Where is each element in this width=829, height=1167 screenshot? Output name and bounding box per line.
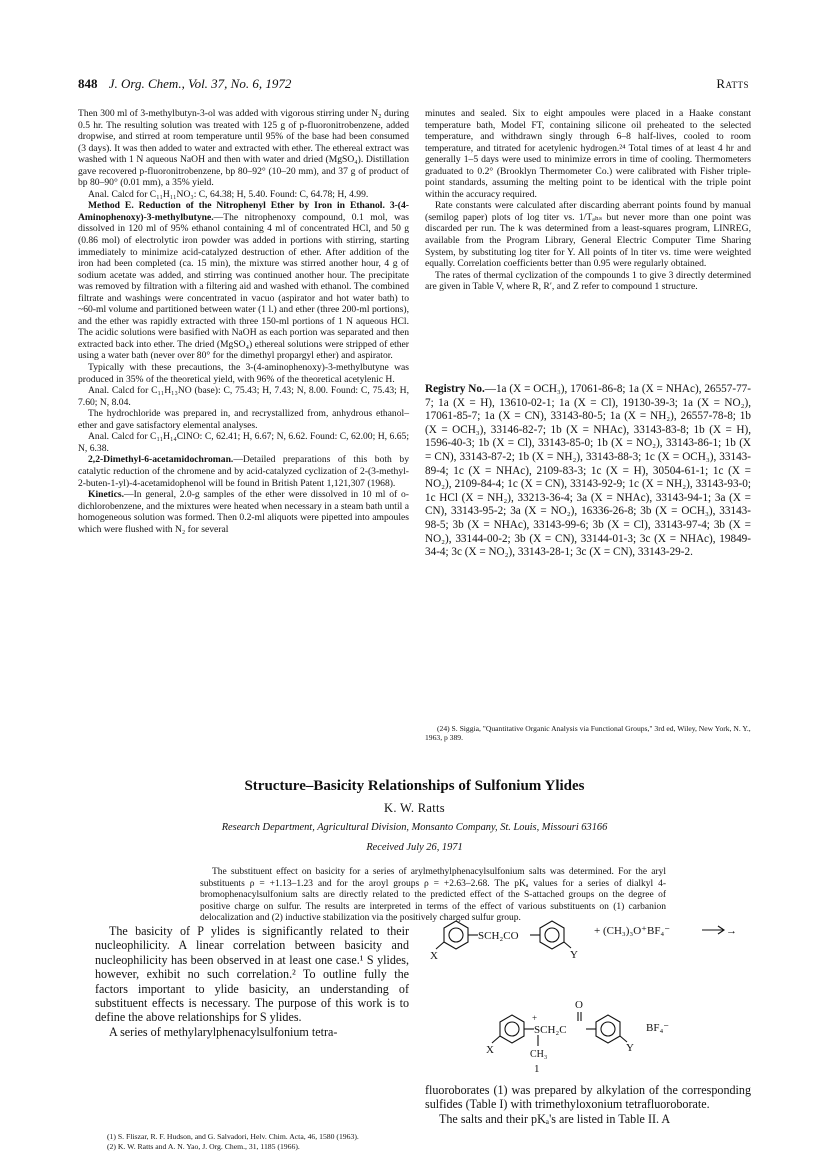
methyl-label: CH₃ (530, 1049, 548, 1060)
benzene-ring (596, 1015, 620, 1043)
footnote-2: (2) K. W. Ratts and A. N. Yao, J. Org. Chem., 31, 1185 (1966). (107, 1141, 300, 1151)
sulfonium-charge: + (532, 1013, 538, 1023)
reaction-arrow: → (726, 925, 737, 937)
reagent: + (CH₃)₃O⁺BF₄⁻ (594, 925, 671, 937)
benzene-ring (444, 921, 468, 949)
kinetics-body: —In general, 2.0-g samples of the ether were dissolved in 10 ml of o-dichlorobenzene, and the mixtures were heated when necessary in a steam bath until a homogeneous solution was formed. Then 0.2-ml aliquots were pipetted into ampoules which were flushed with N₂ for several (78, 489, 409, 535)
paragraph: Then 300 ml of 3-methylbutyn-3-ol was added with vigorous stirring under N₂ during 0.5 hr. The resulting solution was treated with 125 g of p-fluoronitrobenzene, added dropwise, and stirred at room temperature until 95% of the base had been consumed (3 days). It was then added to water and extracted with ether. The ethereal extract was washed with 1 N aqueous NaOH and then with water and dried (MgSO₄). Distillation gave recovered p-fluoronitrobenzene, bp 80–92° (10–20 mm), and 37 g of product of bp 80–90° (0.01 mm), a 35% yield. (78, 108, 409, 189)
footnotes-1-2 (95, 1132, 409, 1151)
method-e-body: —The nitrophenoxy compound, 0.1 mol, was dissolved in 120 ml of 95% ethanol containing 4 ml of concentrated HCl, and 50 g (0.86 mol) of electrolytic iron powder was added in portions with stirring, starting immediately to minimize acid-catalyzed destruction of ether. After addition of the iron had been completed (ca. 15 min), the mixture was stirred another hour, 4 g of sodium acetate was added, and stirring was continued another hour. The precipitate was removed by filtration with a filtering aid and washed with ethanol. The combined filtrate and washings were concentrated in vacuo (aspirator and hot water bath) to ~60-ml volume and partitioned between water (1 l.) and ether (three 200-ml portions), and the ether was rapidly extracted with three 150-ml portions of 1 N aqueous HCl. The acidic solutions were basified with NaOH as each portion was separated and then extracted back into ether. The dried (MgSO₄) ethereal solutions were stripped of ether using a water bath (never over 80° for the dimethyl propargyl ether) and aspirator. (78, 211, 409, 362)
x-substituent-label: X (430, 950, 438, 962)
paragraph: The salts and their pKₐ's are listed in Table II. A (439, 1111, 671, 1126)
product-group: SCH₂C (534, 1024, 567, 1036)
registry-label: Registry No. (425, 383, 485, 395)
header-left (78, 76, 291, 92)
y-substituent-label: Y (626, 1042, 634, 1054)
chroman-body: —Detailed preparations of this both by catalytic reduction of the chromene and by acid-catalyzed cyclization of 2-(3-methyl-2-buten-1-yl)-4-acetamidophenol will be found in British Patent 1,121,307 (1968). (78, 454, 409, 489)
aromatic-circle (449, 928, 463, 942)
benzene-ring (500, 1015, 524, 1043)
carbonyl-oxygen: O (575, 999, 583, 1011)
paragraph: The rates of thermal cyclization of the compounds 1 to give 3 directly determined are given in Table V, where R, R′, and Z refer to compound 1 structure. (425, 269, 751, 293)
paragraph: The hydrochloride was prepared in, and recrystallized from, anhydrous ethanol–ether and gave satisfactory elemental analyses. (78, 408, 409, 431)
received-date: Received July 26, 1971 (366, 842, 463, 853)
article-title: Structure–Basicity Relationships of Sulfonium Ylides (244, 778, 585, 794)
analysis-line: Anal. Calcd for C₁₁H₁₁NO₃: C, 64.38; H, 5.40. Found: C, 64.78; H, 4.99. (88, 188, 369, 200)
author-affiliation: Research Department, Agricultural Division, Monsanto Company, St. Louis, Missouri 63166 (221, 822, 608, 833)
reaction-scheme-drawing (430, 918, 750, 1078)
journal-citation: J. Org. Chem., Vol. 37, No. 6, 1972 (108, 76, 292, 91)
right-column-body (425, 1083, 751, 1126)
reaction-scheme (430, 918, 750, 1078)
kinetics-heading: Kinetics. (88, 489, 124, 501)
benzene-ring (540, 921, 564, 949)
footnote-1: (1) S. Fliszar, R. F. Hudson, and G. Salvadori, Helv. Chim. Acta, 46, 1580 (1963). (107, 1132, 359, 1141)
paragraph: Typically with these precautions, the 3-(4-aminophenoxy)-3-methylbutyne was produced in 35% of the theoretical yield, with 96% of the theoretical acetylenic H. (78, 362, 409, 385)
bond (492, 1036, 500, 1043)
y-substituent-label: Y (570, 949, 578, 961)
paragraph: minutes and sealed. Six to eight ampoules were placed in a Haake constant temperature bath, Model FT, containing silicone oil preheated to the selected temperature, and withdrawn singly through 6–8 half-lives, cooled to room temperature, and titrated for acetylenic hydrogen.²⁴ Total times of at least 4 hr and generally 1–5 days were used to minimize errors in time of cooling. Thermometers graduated to 0.2° (Brooklyn Thermometer Co.) were calibrated with Fisher triple-point standards, assuming the melting point to be identical with the triple point within the accuracy required. (425, 108, 751, 200)
aromatic-circle (601, 1022, 615, 1036)
aromatic-circle (545, 928, 559, 942)
bond (564, 942, 571, 948)
intro-paragraph: A series of methylarylphenacylsulfonium tetra- (109, 1024, 338, 1039)
footnote-text: (24) S. Siggia, "Quantitative Organic Analysis via Functional Groups," 3rd ed, Wiley, New York, N. Y., 1963, p 389. (425, 724, 751, 743)
analysis-line: Anal. Calcd for C₁₁H₁₃NO (base): C, 75.43; H, 7.43; N, 8.00. Found: C, 75.43; H, 7.60; N, 8.04. (78, 385, 409, 408)
page-number: 848 (78, 76, 98, 91)
aromatic-circle (505, 1022, 519, 1036)
compound-number: 1 (534, 1063, 540, 1075)
introduction (95, 924, 409, 1039)
chroman-paragraph (78, 454, 409, 489)
right-column-experimental (425, 108, 751, 293)
counterion: BF₄⁻ (646, 1022, 670, 1034)
kinetics-paragraph (78, 489, 409, 535)
method-e-paragraph (78, 200, 409, 362)
article-author: K. W. Ratts (384, 801, 445, 815)
analysis-line: Anal. Calcd for C₁₁H₁₄ClNO: C, 62.41; H, 6.67; N, 6.62. Found: C, 62.00; H, 6.65; N, 6.38. (78, 431, 409, 454)
reactant-group: SCH₂CO (478, 930, 519, 942)
registry-numbers (425, 383, 751, 560)
left-column-experimental (78, 108, 409, 535)
running-head: Ratts (716, 76, 749, 91)
x-substituent-label: X (486, 1044, 494, 1056)
paragraph: fluoroborates (1) was prepared by alkylation of the corresponding sulfides (Table I) with trimethyloxonium tetrafluoroborate. (425, 1083, 751, 1112)
intro-paragraph: The basicity of P ylides is significantly related to their nucleophilicity. A linear correlation between basicity and nucleophilicity has been observed in at least one case.¹ S ylides, however, exhibit no such correlation.² To outline fully the factors important to ylide basicity, an understanding of substituent effects is necessary. The purpose of this work is to define the above relationships for S ylides. (95, 924, 409, 1025)
bond (436, 942, 444, 949)
chroman-heading: 2,2-Dimethyl-6-acetamidochroman. (88, 454, 234, 466)
method-e-heading: Method E. Reduction of the Nitrophenyl Ether by Iron in Ethanol. 3-(4-Aminophenoxy)-3-methylbutyne. (78, 200, 409, 223)
abstract-text: The substituent effect on basicity for a series of arylmethylphenacylsulfonium salts was determined. For the aryl substituents ρ = +1.13–1.23 and for the aroyl groups ρ = +2.63–2.68. The pKₐ values for a series of dialkyl 4-bromophenacylsulfonium salts are directly related to the predicted effect of the S-attached groups on the degree of positive charge on sulfur. The results are interpreted in terms of the effect of various substituents on (1) carbanion delocalization and (2) inductive stabilization via the positively charged sulfur group. (200, 867, 666, 923)
abstract (200, 867, 666, 925)
paragraph: Rate constants were calculated after discarding aberrant points found by manual (semilog paper) plots of log titer vs. 1/Tₐₕₛ but never more than one point was discarded per run. The k was determined from a least-squares program, LINREG, available from the Program Library, General Electric Computer Time Sharing System, by substituting log titer for Y. All points of ln titer vs. time were weighted equally. Correlation coefficients better than 0.95 were regularly obtained. (425, 200, 751, 270)
footnote-24 (425, 724, 751, 743)
registry-text: —1a (X = OCH₃), 17061-86-8; 1a (X = NHAc), 26557-77-7; 1a (X = H), 13610-02-1; 1a (X = Cl), 19130-39-3; 1a (X = NO₂), 17061-85-7; 1a (X = CN), 33143-80-5; 1a (X = NH₂), 26557-78-8; 1b (X = OCH₃), 33146-82-7; 1b (X = NHAc), 33143-83-8; 1b (X = H), 1596-40-3; 1b (X = Cl), 33143-85-0; 1b (X = NO₂), 33143-86-1; 1b (X = CN), 33143-87-2; 1b (X = NH₂), 33143-88-3; 1c (X = OCH₃), 33143-89-4; 1c (X = NHAc), 2109-83-3; 1c (X = H), 30504-61-1; 1c (X = NO₂), 2109-84-4; 1c (X = CN), 33143-92-9; 1c (X = NH₂), 33143-93-0; 1c HCl (X = NH₂), 33213-36-4; 3a (X = NHAc), 33143-94-1; 3a (X = CN), 33143-95-2; 3a (X = NO₂), 16336-26-8; 3b (X = OCH₃), 33143-98-5; 3b (X = NHAc), 33143-99-6; 3b (X = Cl), 33143-97-4; 3b (X = NO₂), 33144-00-2; 3b (X = CN), 33144-01-3; 3c (X = NHAc), 19849-34-4; 3c (X = NO₂), 33143-28-1; 3c (X = CN), 33143-29-2. (425, 383, 751, 559)
